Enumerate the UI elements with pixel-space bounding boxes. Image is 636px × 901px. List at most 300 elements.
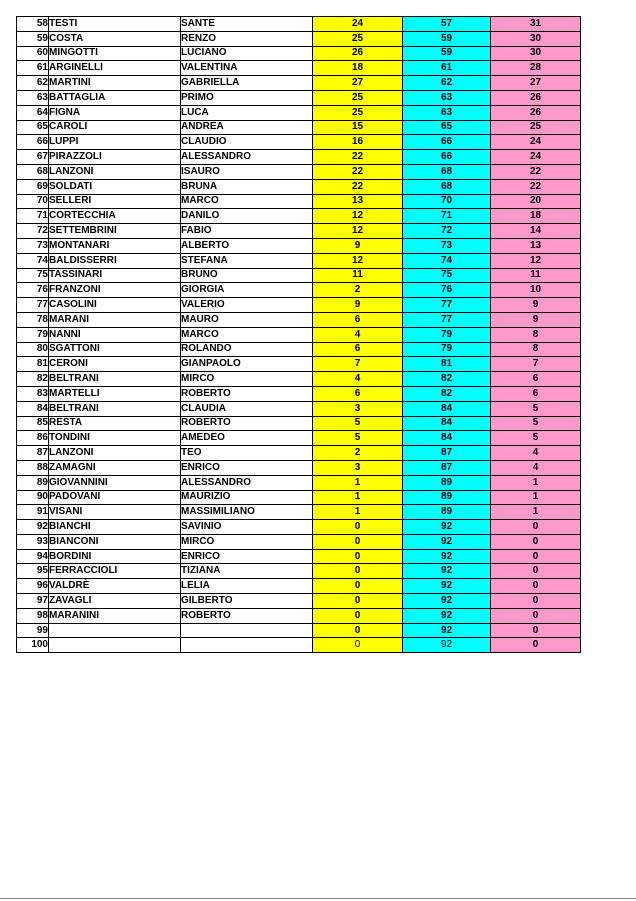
value-c-cell: 25: [491, 120, 581, 135]
first-name-cell: MASSIMILIANO: [181, 505, 313, 520]
first-name-cell: GIANPAOLO: [181, 357, 313, 372]
value-a-cell: 2: [313, 446, 403, 461]
value-c-cell: 28: [491, 61, 581, 76]
value-b-cell: 92: [403, 579, 491, 594]
row-number: 73: [17, 238, 49, 253]
value-b-cell: 79: [403, 342, 491, 357]
table-row: [17, 386, 581, 401]
row-number: 90: [17, 490, 49, 505]
value-a-cell: 1: [313, 490, 403, 505]
table-row: [17, 475, 581, 490]
table-row: [17, 209, 581, 224]
value-c-cell: 18: [491, 209, 581, 224]
value-a-cell: 7: [313, 357, 403, 372]
row-number: 71: [17, 209, 49, 224]
surname-cell: BELTRANI: [49, 401, 181, 416]
row-number: 62: [17, 76, 49, 91]
value-a-cell: 15: [313, 120, 403, 135]
table-row: [17, 534, 581, 549]
value-c-cell: 26: [491, 90, 581, 105]
first-name-cell: ENRICO: [181, 549, 313, 564]
value-c-cell: 11: [491, 268, 581, 283]
row-number: 81: [17, 357, 49, 372]
row-number: 88: [17, 460, 49, 475]
surname-cell: MARTELLI: [49, 386, 181, 401]
row-number: 76: [17, 283, 49, 298]
first-name-cell: FABIO: [181, 224, 313, 239]
row-number: 94: [17, 549, 49, 564]
value-c-cell: 4: [491, 460, 581, 475]
surname-cell: NANNI: [49, 327, 181, 342]
table-row: [17, 135, 581, 150]
row-number: 77: [17, 298, 49, 313]
surname-cell: MARTINI: [49, 76, 181, 91]
value-a-cell: 0: [313, 564, 403, 579]
row-number: 72: [17, 224, 49, 239]
value-a-cell: 12: [313, 224, 403, 239]
first-name-cell: MIRCO: [181, 534, 313, 549]
value-a-cell: 5: [313, 416, 403, 431]
value-b-cell: 87: [403, 446, 491, 461]
value-a-cell: 0: [313, 638, 403, 653]
row-number: 66: [17, 135, 49, 150]
value-a-cell: 9: [313, 238, 403, 253]
value-b-cell: 62: [403, 76, 491, 91]
first-name-cell: MARCO: [181, 194, 313, 209]
page-bottom-divider: [0, 898, 636, 899]
row-number: 93: [17, 534, 49, 549]
row-number: 69: [17, 179, 49, 194]
value-b-cell: 63: [403, 105, 491, 120]
surname-cell: COSTA: [49, 31, 181, 46]
table-row: [17, 342, 581, 357]
first-name-cell: TEO: [181, 446, 313, 461]
row-number: 67: [17, 150, 49, 165]
surname-cell: VALDRÈ: [49, 579, 181, 594]
table-row: [17, 638, 581, 653]
row-number: 89: [17, 475, 49, 490]
value-c-cell: 13: [491, 238, 581, 253]
first-name-cell: SAVINIO: [181, 520, 313, 535]
surname-cell: BELTRANI: [49, 372, 181, 387]
first-name-cell: BRUNO: [181, 268, 313, 283]
value-b-cell: 87: [403, 460, 491, 475]
surname-cell: BATTAGLIA: [49, 90, 181, 105]
surname-cell: TASSINARI: [49, 268, 181, 283]
table-row: [17, 31, 581, 46]
value-c-cell: 14: [491, 224, 581, 239]
surname-cell: MINGOTTI: [49, 46, 181, 61]
row-number: 98: [17, 608, 49, 623]
row-number: 92: [17, 520, 49, 535]
row-number: 75: [17, 268, 49, 283]
value-c-cell: 22: [491, 164, 581, 179]
first-name-cell: ALESSANDRO: [181, 475, 313, 490]
value-b-cell: 68: [403, 179, 491, 194]
table-row: [17, 372, 581, 387]
value-b-cell: 89: [403, 490, 491, 505]
row-number: 83: [17, 386, 49, 401]
value-c-cell: 30: [491, 31, 581, 46]
surname-cell: BALDISSERRI: [49, 253, 181, 268]
value-b-cell: 92: [403, 534, 491, 549]
first-name-cell: PRIMO: [181, 90, 313, 105]
value-a-cell: 12: [313, 209, 403, 224]
first-name-cell: ENRICO: [181, 460, 313, 475]
row-number: 85: [17, 416, 49, 431]
first-name-cell: VALERIO: [181, 298, 313, 313]
first-name-cell: DANILO: [181, 209, 313, 224]
row-number: 65: [17, 120, 49, 135]
value-b-cell: 92: [403, 564, 491, 579]
value-a-cell: 0: [313, 608, 403, 623]
surname-cell: MONTANARI: [49, 238, 181, 253]
value-b-cell: 59: [403, 46, 491, 61]
value-b-cell: 84: [403, 431, 491, 446]
row-number: 96: [17, 579, 49, 594]
table-row: [17, 594, 581, 609]
value-a-cell: 0: [313, 623, 403, 638]
table-row: [17, 564, 581, 579]
first-name-cell: GIORGIA: [181, 283, 313, 298]
value-c-cell: 6: [491, 372, 581, 387]
first-name-cell: ROBERTO: [181, 386, 313, 401]
value-a-cell: 0: [313, 520, 403, 535]
value-b-cell: 73: [403, 238, 491, 253]
value-a-cell: 25: [313, 105, 403, 120]
value-b-cell: 68: [403, 164, 491, 179]
value-c-cell: 24: [491, 135, 581, 150]
surname-cell: CERONI: [49, 357, 181, 372]
value-c-cell: 22: [491, 179, 581, 194]
row-number: 70: [17, 194, 49, 209]
first-name-cell: ANDREA: [181, 120, 313, 135]
table-row: [17, 164, 581, 179]
row-number: 64: [17, 105, 49, 120]
value-b-cell: 79: [403, 327, 491, 342]
row-number: 74: [17, 253, 49, 268]
first-name-cell: ISAURO: [181, 164, 313, 179]
first-name-cell: [181, 638, 313, 653]
row-number: 97: [17, 594, 49, 609]
first-name-cell: CLAUDIA: [181, 401, 313, 416]
value-b-cell: 77: [403, 298, 491, 313]
value-a-cell: 13: [313, 194, 403, 209]
value-b-cell: 63: [403, 90, 491, 105]
table-row: [17, 194, 581, 209]
table-row: [17, 179, 581, 194]
value-b-cell: 92: [403, 594, 491, 609]
first-name-cell: RENZO: [181, 31, 313, 46]
value-b-cell: 65: [403, 120, 491, 135]
surname-cell: LUPPI: [49, 135, 181, 150]
surname-cell: FRANZONI: [49, 283, 181, 298]
value-c-cell: 10: [491, 283, 581, 298]
value-c-cell: 27: [491, 76, 581, 91]
value-c-cell: 9: [491, 298, 581, 313]
value-b-cell: 77: [403, 312, 491, 327]
value-a-cell: 6: [313, 312, 403, 327]
value-a-cell: 11: [313, 268, 403, 283]
value-b-cell: 92: [403, 520, 491, 535]
value-b-cell: 57: [403, 17, 491, 32]
value-a-cell: 2: [313, 283, 403, 298]
standings-table: [16, 16, 581, 653]
surname-cell: VISANI: [49, 505, 181, 520]
table-row: [17, 446, 581, 461]
surname-cell: TESTI: [49, 17, 181, 32]
surname-cell: RESTA: [49, 416, 181, 431]
value-b-cell: 74: [403, 253, 491, 268]
value-b-cell: 84: [403, 416, 491, 431]
surname-cell: FIGNA: [49, 105, 181, 120]
value-c-cell: 5: [491, 431, 581, 446]
surname-cell: FERRACCIOLI: [49, 564, 181, 579]
value-c-cell: 1: [491, 505, 581, 520]
first-name-cell: LUCA: [181, 105, 313, 120]
row-number: 58: [17, 17, 49, 32]
row-number: 79: [17, 327, 49, 342]
value-a-cell: 6: [313, 342, 403, 357]
first-name-cell: MARCO: [181, 327, 313, 342]
table-row: [17, 76, 581, 91]
value-a-cell: 25: [313, 31, 403, 46]
value-b-cell: 76: [403, 283, 491, 298]
value-a-cell: 9: [313, 298, 403, 313]
value-c-cell: 0: [491, 638, 581, 653]
value-b-cell: 82: [403, 386, 491, 401]
first-name-cell: MAURIZIO: [181, 490, 313, 505]
value-b-cell: 70: [403, 194, 491, 209]
value-a-cell: 22: [313, 164, 403, 179]
surname-cell: ZAMAGNI: [49, 460, 181, 475]
surname-cell: CAROLI: [49, 120, 181, 135]
row-number: 87: [17, 446, 49, 461]
value-b-cell: 66: [403, 135, 491, 150]
surname-cell: MARANINI: [49, 608, 181, 623]
table-row: [17, 90, 581, 105]
value-a-cell: 24: [313, 17, 403, 32]
value-b-cell: 66: [403, 150, 491, 165]
first-name-cell: GABRIELLA: [181, 76, 313, 91]
value-a-cell: 0: [313, 594, 403, 609]
surname-cell: PADOVANI: [49, 490, 181, 505]
value-a-cell: 12: [313, 253, 403, 268]
surname-cell: ZAVAGLI: [49, 594, 181, 609]
value-c-cell: 1: [491, 490, 581, 505]
table-row: [17, 416, 581, 431]
table-row: [17, 46, 581, 61]
surname-cell: BORDINI: [49, 549, 181, 564]
first-name-cell: ALBERTO: [181, 238, 313, 253]
surname-cell: PIRAZZOLI: [49, 150, 181, 165]
table-row: [17, 401, 581, 416]
value-c-cell: 0: [491, 534, 581, 549]
value-c-cell: 0: [491, 608, 581, 623]
value-b-cell: 84: [403, 401, 491, 416]
first-name-cell: GILBERTO: [181, 594, 313, 609]
first-name-cell: BRUNA: [181, 179, 313, 194]
value-c-cell: 5: [491, 401, 581, 416]
surname-cell: LANZONI: [49, 446, 181, 461]
first-name-cell: ROBERTO: [181, 416, 313, 431]
value-a-cell: 25: [313, 90, 403, 105]
surname-cell: LANZONI: [49, 164, 181, 179]
surname-cell: SETTEMBRINI: [49, 224, 181, 239]
value-b-cell: 72: [403, 224, 491, 239]
surname-cell: TONDINI: [49, 431, 181, 446]
first-name-cell: AMEDEO: [181, 431, 313, 446]
value-b-cell: 59: [403, 31, 491, 46]
surname-cell: BIANCONI: [49, 534, 181, 549]
value-a-cell: 1: [313, 505, 403, 520]
value-c-cell: 0: [491, 594, 581, 609]
table-row: [17, 298, 581, 313]
value-c-cell: 1: [491, 475, 581, 490]
row-number: 60: [17, 46, 49, 61]
first-name-cell: ROLANDO: [181, 342, 313, 357]
value-b-cell: 89: [403, 505, 491, 520]
value-c-cell: 31: [491, 17, 581, 32]
value-c-cell: 6: [491, 386, 581, 401]
first-name-cell: VALENTINA: [181, 61, 313, 76]
surname-cell: ARGINELLI: [49, 61, 181, 76]
table-row: [17, 253, 581, 268]
value-b-cell: 61: [403, 61, 491, 76]
value-a-cell: 3: [313, 401, 403, 416]
value-c-cell: 0: [491, 520, 581, 535]
value-a-cell: 0: [313, 534, 403, 549]
value-a-cell: 26: [313, 46, 403, 61]
value-c-cell: 30: [491, 46, 581, 61]
value-c-cell: 5: [491, 416, 581, 431]
table-row: [17, 17, 581, 32]
value-a-cell: 27: [313, 76, 403, 91]
table-row: [17, 431, 581, 446]
value-b-cell: 71: [403, 209, 491, 224]
value-a-cell: 22: [313, 179, 403, 194]
row-number: 78: [17, 312, 49, 327]
value-b-cell: 92: [403, 623, 491, 638]
value-c-cell: 0: [491, 549, 581, 564]
value-c-cell: 9: [491, 312, 581, 327]
row-number: 80: [17, 342, 49, 357]
surname-cell: SELLERI: [49, 194, 181, 209]
surname-cell: SOLDATI: [49, 179, 181, 194]
standings-table-body: [17, 17, 581, 653]
value-a-cell: 3: [313, 460, 403, 475]
table-row: [17, 238, 581, 253]
first-name-cell: LELIA: [181, 579, 313, 594]
value-c-cell: 8: [491, 327, 581, 342]
value-a-cell: 4: [313, 327, 403, 342]
value-b-cell: 89: [403, 475, 491, 490]
value-c-cell: 20: [491, 194, 581, 209]
row-number: 61: [17, 61, 49, 76]
first-name-cell: SANTE: [181, 17, 313, 32]
row-number: 91: [17, 505, 49, 520]
row-number: 86: [17, 431, 49, 446]
table-row: [17, 460, 581, 475]
row-number: 84: [17, 401, 49, 416]
value-b-cell: 92: [403, 549, 491, 564]
value-c-cell: 8: [491, 342, 581, 357]
value-a-cell: 5: [313, 431, 403, 446]
row-number: 82: [17, 372, 49, 387]
value-c-cell: 26: [491, 105, 581, 120]
table-row: [17, 623, 581, 638]
value-a-cell: 1: [313, 475, 403, 490]
value-a-cell: 22: [313, 150, 403, 165]
surname-cell: SGATTONI: [49, 342, 181, 357]
table-row: [17, 150, 581, 165]
value-c-cell: 0: [491, 579, 581, 594]
first-name-cell: STEFANA: [181, 253, 313, 268]
surname-cell: [49, 638, 181, 653]
first-name-cell: ALESSANDRO: [181, 150, 313, 165]
row-number: 68: [17, 164, 49, 179]
value-c-cell: 7: [491, 357, 581, 372]
value-b-cell: 92: [403, 638, 491, 653]
table-row: [17, 224, 581, 239]
value-c-cell: 12: [491, 253, 581, 268]
row-number: 100: [17, 638, 49, 653]
table-row: [17, 61, 581, 76]
row-number: 99: [17, 623, 49, 638]
value-c-cell: 0: [491, 623, 581, 638]
first-name-cell: MAURO: [181, 312, 313, 327]
first-name-cell: CLAUDIO: [181, 135, 313, 150]
row-number: 95: [17, 564, 49, 579]
value-a-cell: 4: [313, 372, 403, 387]
row-number: 63: [17, 90, 49, 105]
table-row: [17, 579, 581, 594]
table-row: [17, 312, 581, 327]
value-b-cell: 82: [403, 372, 491, 387]
first-name-cell: LUCIANO: [181, 46, 313, 61]
value-c-cell: 0: [491, 564, 581, 579]
table-row: [17, 608, 581, 623]
table-row: [17, 549, 581, 564]
value-a-cell: 0: [313, 579, 403, 594]
surname-cell: [49, 623, 181, 638]
surname-cell: GIOVANNINI: [49, 475, 181, 490]
value-c-cell: 24: [491, 150, 581, 165]
table-row: [17, 520, 581, 535]
first-name-cell: [181, 623, 313, 638]
table-row: [17, 105, 581, 120]
table-row: [17, 283, 581, 298]
value-b-cell: 75: [403, 268, 491, 283]
table-row: [17, 120, 581, 135]
table-row: [17, 268, 581, 283]
value-a-cell: 16: [313, 135, 403, 150]
first-name-cell: TIZIANA: [181, 564, 313, 579]
surname-cell: BIANCHI: [49, 520, 181, 535]
table-row: [17, 490, 581, 505]
value-b-cell: 81: [403, 357, 491, 372]
first-name-cell: MIRCO: [181, 372, 313, 387]
value-c-cell: 4: [491, 446, 581, 461]
value-a-cell: 0: [313, 549, 403, 564]
surname-cell: CASOLINI: [49, 298, 181, 313]
row-number: 59: [17, 31, 49, 46]
surname-cell: CORTECCHIA: [49, 209, 181, 224]
table-row: [17, 327, 581, 342]
table-row: [17, 357, 581, 372]
table-row: [17, 505, 581, 520]
value-b-cell: 92: [403, 608, 491, 623]
